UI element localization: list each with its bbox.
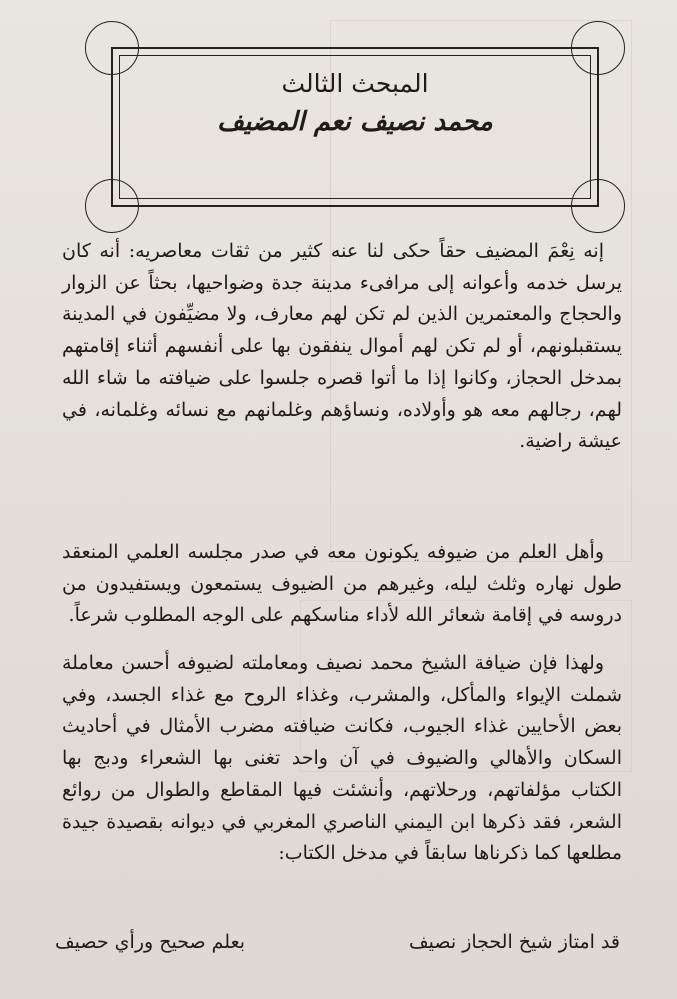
paragraph-3-text: ولهذا فإن ضيافة الشيخ محمد نصيف ومعاملته لضيوفه أحسن معاملة شملت الإيواء والمأكل، والمشرب، وغذاء الروح مع غذاء الجسد، وفي بعض الأحايين غذاء الجيوب، فكانت ضيافته مضرب الأمثال في أحاديث السكان والأهالي والضيوف في آن واحد تغنى بها الشعراء ودبج بها الكتاب مؤلفاتهم، ورحلاتهم، وأنشئت فيها المقاطع والطوال من روائع الشعر، فقد ذكرها ابن اليمني الناصري المغربي في ديوانه بقصيدة جيدة مطلعها كما ذكرناها سابقاً في مدخل الكتاب:: [62, 652, 622, 865]
paragraph-2: [62, 537, 622, 632]
chapter-header-frame: [111, 47, 599, 207]
paragraph-1: [62, 236, 622, 458]
paragraph-3: [62, 648, 622, 870]
chapter-title: المبحث الثالث: [281, 69, 429, 98]
paragraph-1-text: إنه نِعْمَ المضيف حقاً حكى لنا عنه كثير من ثقات معاصريه: أنه كان يرسل خدمه وأعوانه إلى مرافىء مدينة جدة وضواحيها، بحثاً عن الزوار والحجاج والمعتمرين الذين لم تكن لهم معارف، ولا مضيِّفون في المدينة يستقبلونهم، أو لم تكن لهم أموال ينفقون بها على أنفسهم أثناء إقامتهم بمدخل الحجاز، وكانوا إذا ما أتوا قصره جلسوا على ضيافته ما شاء الله لهم، رجالهم معه هو وأولاده، ونساؤهم وغلمانهم مع نسائه وغلمانه، في عيشة راضية.: [62, 240, 622, 453]
verse-first-hemistich: قد امتاز شيخ الحجاز نصيف: [408, 931, 620, 953]
paragraph-2-text: وأهل العلم من ضيوفه يكونون معه في صدر مجلسه العلمي المنعقد طول نهاره وثلث ليله، وغيرهم من الضيوف يستمعون ويستفيدون من دروسه في إقامة شعائر الله لأداء مناسكهم على الوجه المطلوب شرعاً.: [62, 541, 622, 627]
chapter-subtitle: محمد نصيف نعم المضيف: [217, 107, 493, 137]
verse-second-hemistich: بعلم صحيح ورأي حصيف: [55, 931, 246, 953]
